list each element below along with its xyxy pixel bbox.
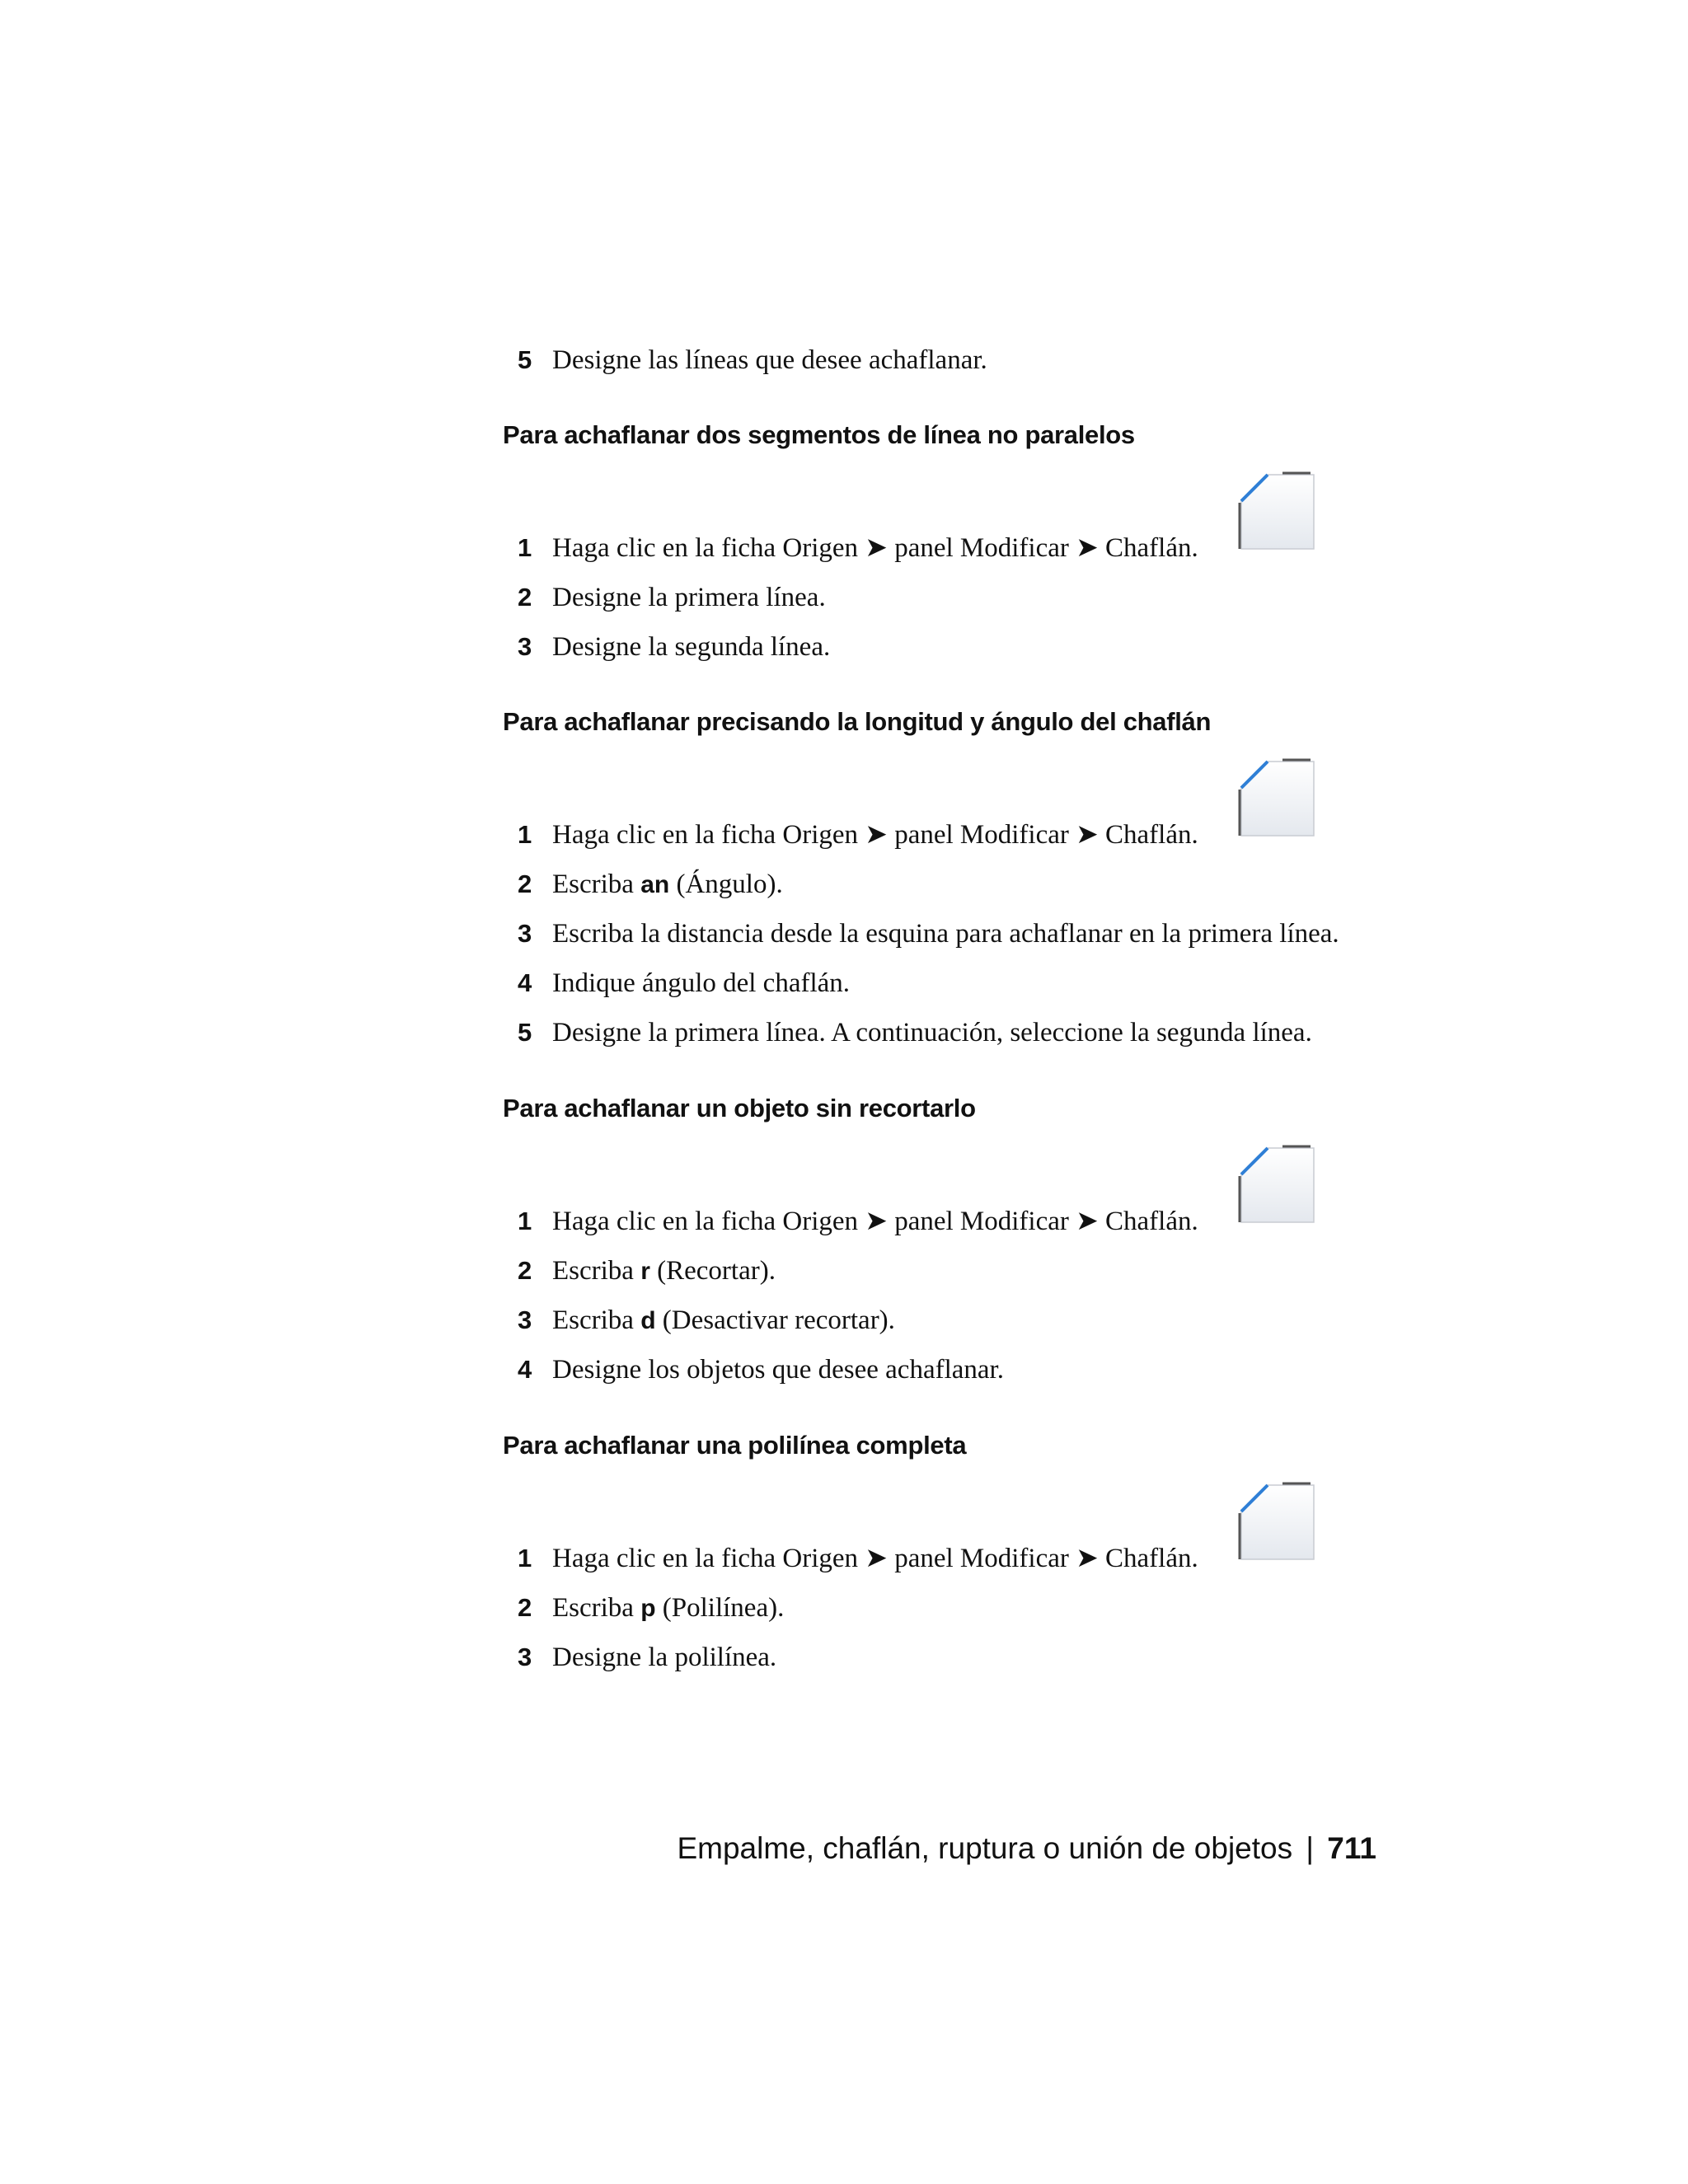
step-text: Escriba la distancia desde la esquina para achaflanar en la primera línea. — [552, 918, 1339, 949]
step-number: 1 — [518, 533, 532, 562]
step-text — [552, 1592, 785, 1623]
step-text-post: (Polilínea). — [655, 1592, 785, 1623]
step-number: 5 — [518, 1018, 532, 1047]
step-number: 5 — [518, 345, 532, 374]
step-item — [503, 1296, 1409, 1345]
step-number: 2 — [518, 1593, 532, 1622]
step-text — [552, 1255, 776, 1286]
command-keyword: an — [640, 870, 670, 898]
step-item — [503, 1345, 1409, 1394]
section-heading: Para achaflanar dos segmentos de línea no paralelos — [503, 420, 1135, 449]
step-text: Haga clic en la ficha Origen ➤ panel Modificar ➤ Chaflán. — [552, 1206, 1198, 1236]
step-text: Haga clic en la ficha Origen ➤ panel Modificar ➤ Chaflán. — [552, 1543, 1198, 1573]
step-text: Designe la segunda línea. — [552, 631, 831, 662]
step-number: 1 — [518, 1544, 532, 1572]
step-text-pre: Escriba — [552, 1255, 641, 1286]
step-text: Indique ángulo del chaflán. — [552, 968, 851, 998]
step-text: Haga clic en la ficha Origen ➤ panel Modificar ➤ Chaflán. — [552, 819, 1198, 850]
step-number: 2 — [518, 583, 532, 612]
step-number: 4 — [518, 1355, 532, 1384]
step-item — [503, 1633, 1409, 1682]
step-number: 4 — [518, 968, 532, 997]
section-heading: Para achaflanar una polilínea completa — [503, 1431, 967, 1460]
footer-separator: | — [1306, 1831, 1315, 1865]
step-item — [503, 1583, 1409, 1633]
step-text — [552, 1307, 895, 1334]
step-text-pre: Escriba — [552, 1592, 641, 1623]
step-text-post: (Desactivar recortar). — [655, 1305, 895, 1335]
step-text-post: (Ángulo). — [669, 869, 783, 899]
chapter-title: Empalme, chaflán, ruptura o unión de objetos — [677, 1831, 1293, 1865]
page-number: 711 — [1327, 1831, 1376, 1865]
command-keyword: r — [640, 1257, 650, 1285]
step-item — [503, 1246, 1409, 1296]
step-text — [552, 871, 783, 898]
step-item — [503, 958, 1409, 1008]
step-text: Designe la primera línea. — [552, 582, 826, 612]
section-heading: Para achaflanar un objeto sin recortarlo — [503, 1094, 976, 1122]
step-item — [503, 1534, 1409, 1583]
step-number: 2 — [518, 869, 532, 898]
step-item — [503, 860, 1409, 909]
step-text: Designe la polilínea. — [552, 1642, 777, 1672]
section-heading: Para achaflanar precisando la longitud y ángulo del chaflán — [503, 707, 1212, 736]
page-footer — [677, 1831, 1376, 1866]
step-number: 3 — [518, 1643, 532, 1671]
step-number: 1 — [518, 820, 532, 849]
step-item — [503, 335, 1409, 385]
step-item — [503, 1197, 1409, 1246]
command-keyword: d — [640, 1306, 656, 1334]
step-text: Haga clic en la ficha Origen ➤ panel Modificar ➤ Chaflán. — [552, 532, 1198, 563]
step-text-pre: Escriba — [552, 1305, 641, 1335]
step-text: Designe los objetos que desee achaflanar. — [552, 1354, 1004, 1385]
step-item — [503, 573, 1409, 622]
step-item — [503, 909, 1409, 958]
step-item — [503, 622, 1409, 672]
command-keyword: p — [640, 1594, 656, 1622]
step-text: Designe las líneas que desee achaflanar. — [552, 344, 987, 375]
step-number: 3 — [518, 1305, 532, 1334]
step-number: 1 — [518, 1207, 532, 1235]
step-number: 3 — [518, 632, 532, 661]
step-text: Designe la primera línea. A continuación, seleccione la segunda línea. — [552, 1017, 1312, 1047]
step-text-post: (Recortar). — [649, 1255, 776, 1286]
step-item — [503, 1008, 1409, 1057]
step-item — [503, 810, 1409, 860]
step-item — [503, 523, 1409, 573]
step-text-pre: Escriba — [552, 869, 641, 899]
step-number: 3 — [518, 919, 532, 948]
step-number: 2 — [518, 1256, 532, 1285]
